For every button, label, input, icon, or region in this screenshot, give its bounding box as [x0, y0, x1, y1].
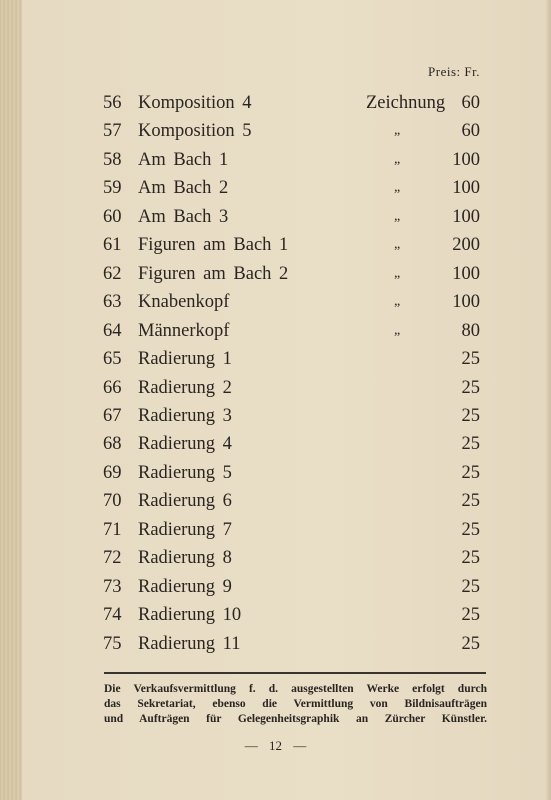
entry-ditto-mark: „	[394, 180, 401, 196]
catalog-entry	[0, 318, 551, 344]
catalog-entry	[0, 403, 551, 429]
entry-ditto-mark: „	[394, 294, 401, 310]
sales-note	[104, 682, 487, 727]
entry-title: Radierung 8	[138, 548, 232, 569]
entry-price: 100	[452, 263, 480, 284]
entry-price: 25	[461, 405, 480, 426]
entry-technique: Zeichnung	[366, 93, 446, 113]
entry-ditto-mark: „	[394, 265, 401, 281]
entry-title: Radierung 10	[138, 605, 242, 626]
entry-title: Knabenkopf	[138, 292, 230, 313]
entry-number: 57	[103, 121, 122, 142]
entry-number: 62	[103, 263, 122, 284]
entry-number: 63	[103, 292, 122, 313]
footer-divider	[104, 672, 486, 674]
catalog-entry	[0, 90, 551, 116]
sales-note-line: Die Verkaufsvermittlung f. d. ausgestellten Werke erfolgt durch	[104, 683, 487, 695]
entry-number: 56	[103, 93, 122, 113]
catalog-entry	[0, 460, 551, 486]
catalog-entry	[0, 602, 551, 628]
entry-price: 25	[461, 491, 480, 512]
entry-ditto-mark: „	[394, 208, 401, 224]
entry-price: 25	[461, 548, 480, 569]
entry-number: 61	[103, 235, 122, 256]
catalog-entry	[0, 147, 551, 173]
entry-price: 25	[461, 605, 480, 626]
entry-price: 25	[461, 349, 480, 370]
entry-number: 59	[103, 178, 122, 199]
entry-title: Männerkopf	[138, 320, 230, 341]
entry-title: Komposition 5	[138, 121, 252, 142]
entry-ditto-mark: „	[394, 123, 401, 139]
entry-number: 69	[103, 462, 122, 483]
entry-title: Figuren am Bach 1	[138, 235, 289, 256]
entry-number: 75	[103, 633, 122, 654]
catalog-entry	[0, 204, 551, 230]
entry-title: Radierung 1	[138, 349, 232, 370]
entry-number: 73	[103, 576, 122, 597]
entry-ditto-mark: „	[394, 151, 401, 167]
catalog-entry	[0, 545, 551, 571]
entry-price: 100	[452, 292, 480, 313]
catalog-entry	[0, 517, 551, 543]
catalog-entry	[0, 232, 551, 258]
entry-price: 80	[461, 320, 480, 341]
catalog-entry	[0, 574, 551, 600]
entry-number: 71	[103, 519, 122, 540]
page-number: — 12 —	[244, 738, 307, 753]
entry-title: Radierung 7	[138, 519, 232, 540]
catalog-entry	[0, 118, 551, 144]
entry-price: 100	[452, 178, 480, 199]
entry-number: 70	[103, 491, 122, 512]
entry-title: Radierung 11	[138, 633, 241, 654]
entry-ditto-mark: „	[394, 322, 401, 338]
sales-note-line: und Aufträgen für Gelegenheitsgraphik an Zürcher Künstler.	[104, 713, 487, 725]
entry-title: Radierung 3	[138, 405, 232, 426]
entry-price: 100	[452, 149, 480, 170]
entry-price: 25	[461, 377, 480, 398]
entry-price: 200	[452, 235, 480, 256]
entry-number: 74	[103, 605, 122, 626]
entry-ditto-mark: „	[394, 237, 401, 253]
entry-number: 64	[103, 320, 122, 341]
entry-number: 66	[103, 377, 122, 398]
entry-number: 65	[103, 349, 122, 370]
sales-note-line: das Sekretariat, ebenso die Vermittlung von Bildnisaufträgen	[104, 698, 487, 710]
entry-price: 25	[461, 576, 480, 597]
entry-price: 25	[461, 434, 480, 455]
entry-number: 72	[103, 548, 122, 569]
entry-title: Radierung 2	[138, 377, 232, 398]
entry-title: Radierung 9	[138, 576, 232, 597]
catalog-entry	[0, 289, 551, 315]
entry-number: 58	[103, 149, 122, 170]
entry-price: 25	[461, 633, 480, 654]
entry-title: Radierung 6	[138, 491, 232, 512]
entry-price: 25	[461, 462, 480, 483]
catalog-entry	[0, 346, 551, 372]
entry-price: 25	[461, 519, 480, 540]
entry-number: 68	[103, 434, 122, 455]
entry-title: Komposition 4	[138, 93, 252, 113]
catalog-entry	[0, 375, 551, 401]
catalog-entry	[0, 488, 551, 514]
entry-title: Radierung 5	[138, 462, 232, 483]
entry-title: Am Bach 3	[138, 206, 229, 227]
entry-title: Am Bach 2	[138, 178, 229, 199]
catalog-entry	[0, 631, 551, 657]
entry-price: 60	[461, 121, 480, 142]
catalog-entry	[0, 261, 551, 287]
catalog-entry	[0, 431, 551, 457]
entry-title: Am Bach 1	[138, 149, 229, 170]
entry-number: 60	[103, 206, 122, 227]
entry-price: 60	[461, 93, 480, 113]
entry-title: Figuren am Bach 2	[138, 263, 289, 284]
catalog-entry	[0, 175, 551, 201]
entry-price: 100	[452, 206, 480, 227]
price-column-header: Preis: Fr.	[428, 64, 480, 79]
entry-number: 67	[103, 405, 122, 426]
entry-title: Radierung 4	[138, 434, 232, 455]
